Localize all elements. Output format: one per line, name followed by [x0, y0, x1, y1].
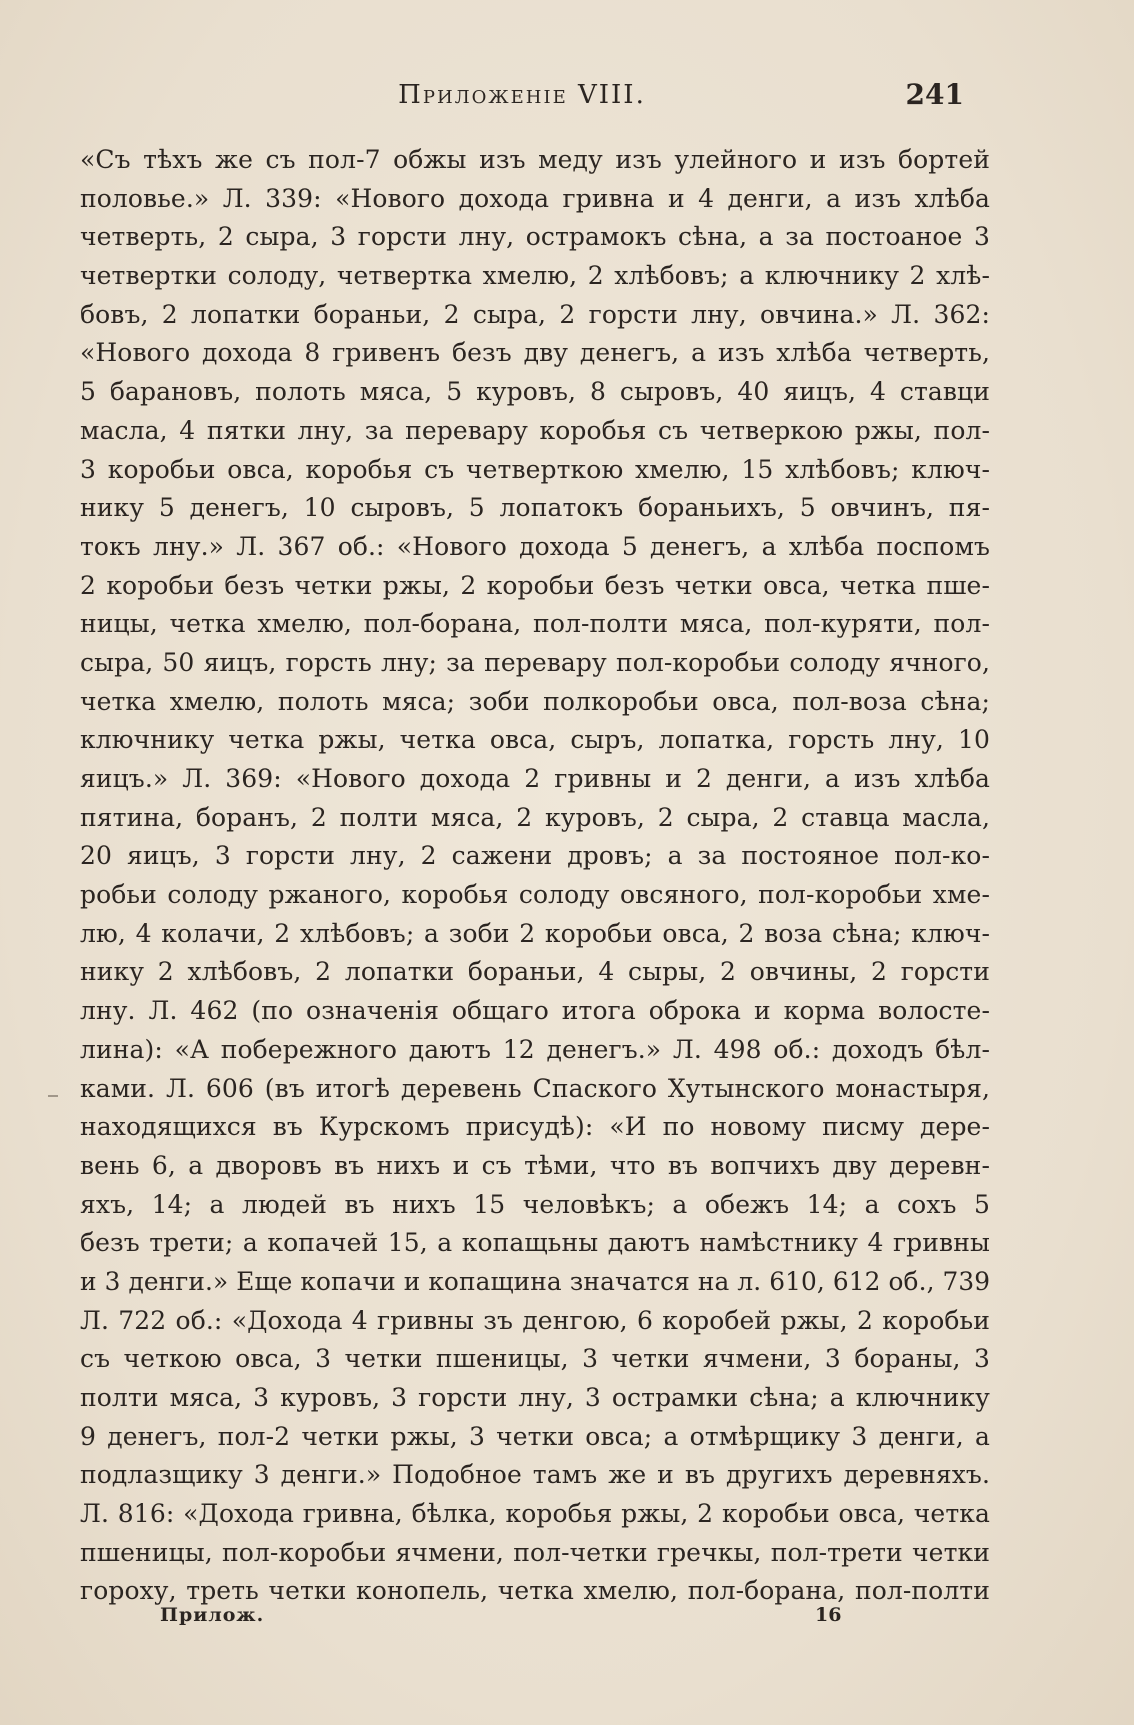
text-line: «Нового дохода 8 гривенъ безъ дву денегъ, а изъ хлѣба четверть,: [80, 338, 990, 368]
text-line: лну. Л. 462 (по означенія общаго итога оброка и корма волосте-: [80, 996, 990, 1026]
running-title: Приложеніе VIII.: [398, 80, 646, 110]
text-line: Л. 722 об.: «Дохода 4 гривны зъ денгою, 6 коробей ржы, 2 коробьи: [80, 1305, 990, 1335]
text-line: ницы, четка хмелю, пол-борана, пол-полти мяса, пол-куряти, пол-: [80, 609, 990, 639]
body-text: [80, 141, 990, 1611]
text-line: сыра, 50 яицъ, горсть лну; за перевару пол-коробьи солоду ячного,: [80, 647, 990, 677]
running-header: [80, 80, 964, 114]
text-line: нику 5 денегъ, 10 сыровъ, 5 лопатокъ бораньихъ, 5 овчинъ, пя-: [80, 493, 990, 523]
text-line: нику 2 хлѣбовъ, 2 лопатки бораньи, 4 сыры, 2 овчины, 2 горсти: [80, 957, 990, 987]
text-line: пятина, боранъ, 2 полти мяса, 2 куровъ, 2 сыра, 2 ставца масла,: [80, 802, 990, 832]
text-line: четверть, 2 сыра, 3 горсти лну, острамокъ сѣна, а за постоаное 3: [80, 222, 990, 252]
text-line: токъ лну.» Л. 367 об.: «Нового дохода 5 денегъ, а хлѣба поспомъ: [80, 531, 990, 561]
text-line: робьи солоду ржаного, коробья солоду овсяного, пол-коробьи хме-: [80, 880, 990, 910]
text-line: лю, 4 колачи, 2 хлѣбовъ; а зоби 2 коробьи овса, 2 воза сѣна; ключ-: [80, 918, 990, 948]
text-line: и 3 денги.» Еще копачи и копащина значатся на л. 610, 612 об., 739: [80, 1266, 991, 1296]
footer-signature: [80, 1604, 990, 1634]
text-line: 5 барановъ, полоть мяса, 5 куровъ, 8 сыровъ, 40 яицъ, 4 ставци: [80, 377, 990, 407]
text-line: гороху, треть четки конопель, четка хмелю, пол-борана, пол-полти: [80, 1576, 990, 1606]
text-line: половье.» Л. 339: «Нового дохода гривна и 4 денги, а изъ хлѣба: [80, 183, 990, 213]
text-line: вень 6, а дворовъ въ нихъ и съ тѣми, что въ вопчихъ дву деревн-: [80, 1150, 990, 1180]
text-line: съ четкою овса, 3 четки пшеницы, 3 четки ячмени, 3 бораны, 3: [80, 1344, 990, 1374]
text-line: пшеницы, пол-коробьи ячмени, пол-четки гречкы, пол-трети четки: [80, 1537, 990, 1567]
text-line: полти мяса, 3 куровъ, 3 горсти лну, 3 острамки сѣна; а ключнику: [80, 1383, 990, 1412]
text-line: четвертки солоду, четвертка хмелю, 2 хлѣбовъ; а ключнику 2 хлѣ-: [80, 261, 990, 291]
text-line: безъ трети; а копачей 15, а копащьны даютъ намѣстнику 4 гривны: [80, 1228, 990, 1258]
text-line: яицъ.» Л. 369: «Нового дохода 2 гривны и 2 денги, а изъ хлѣба: [80, 764, 990, 793]
text-line: подлазщику 3 денги.» Подобное тамъ же и въ другихъ деревняхъ.: [80, 1460, 990, 1490]
text-line: Л. 816: «Дохода гривна, бѣлка, коробья ржы, 2 коробьи овса, четка: [80, 1499, 990, 1529]
text-line: ками. Л. 606 (въ итогѣ деревень Спаского Хутынского монастыря,: [80, 1073, 990, 1103]
text-line: ключнику четка ржы, четка овса, сыръ, лопатка, горсть лну, 10: [80, 725, 990, 755]
text-line: яхъ, 14; а людей въ нихъ 15 человѣкъ; а обежъ 14; а сохъ 5: [80, 1189, 990, 1219]
text-line: 20 яицъ, 3 горсти лну, 2 сажени дровъ; а за постояное пол-ко-: [80, 841, 990, 871]
signature-number: 16: [815, 1604, 842, 1626]
text-line: находящихся въ Курскомъ присудѣ): «И по новому писму дере-: [80, 1112, 990, 1142]
signature-label: Прилож.: [160, 1604, 265, 1626]
text-line: лина): «А побережного даютъ 12 денегъ.» Л. 498 об.: доходъ бѣл-: [80, 1034, 990, 1064]
text-line: 9 денегъ, пол-2 четки ржы, 3 четки овса; а отмѣрщику 3 денги, а: [80, 1421, 990, 1451]
text-line: 2 коробьи безъ четки ржы, 2 коробьи безъ четки овса, четка пше-: [80, 570, 990, 600]
text-line: бовъ, 2 лопатки бораньи, 2 сыра, 2 горсти лну, овчина.» Л. 362:: [80, 299, 990, 329]
page-number: 241: [905, 78, 964, 111]
text-line: масла, 4 пятки лну, за перевару коробья съ четверкою ржы, пол-: [80, 415, 990, 445]
text-line: «Съ тѣхъ же съ пол-7 обжы изъ меду изъ улейного и изъ бортей: [80, 145, 990, 174]
text-line: четка хмелю, полоть мяса; зоби полкоробьи овса, пол-воза сѣна;: [80, 686, 990, 716]
ink-mark: [48, 1095, 58, 1097]
text-line: 3 коробьи овса, коробья съ четверткою хмелю, 15 хлѣбовъ; ключ-: [80, 454, 990, 484]
